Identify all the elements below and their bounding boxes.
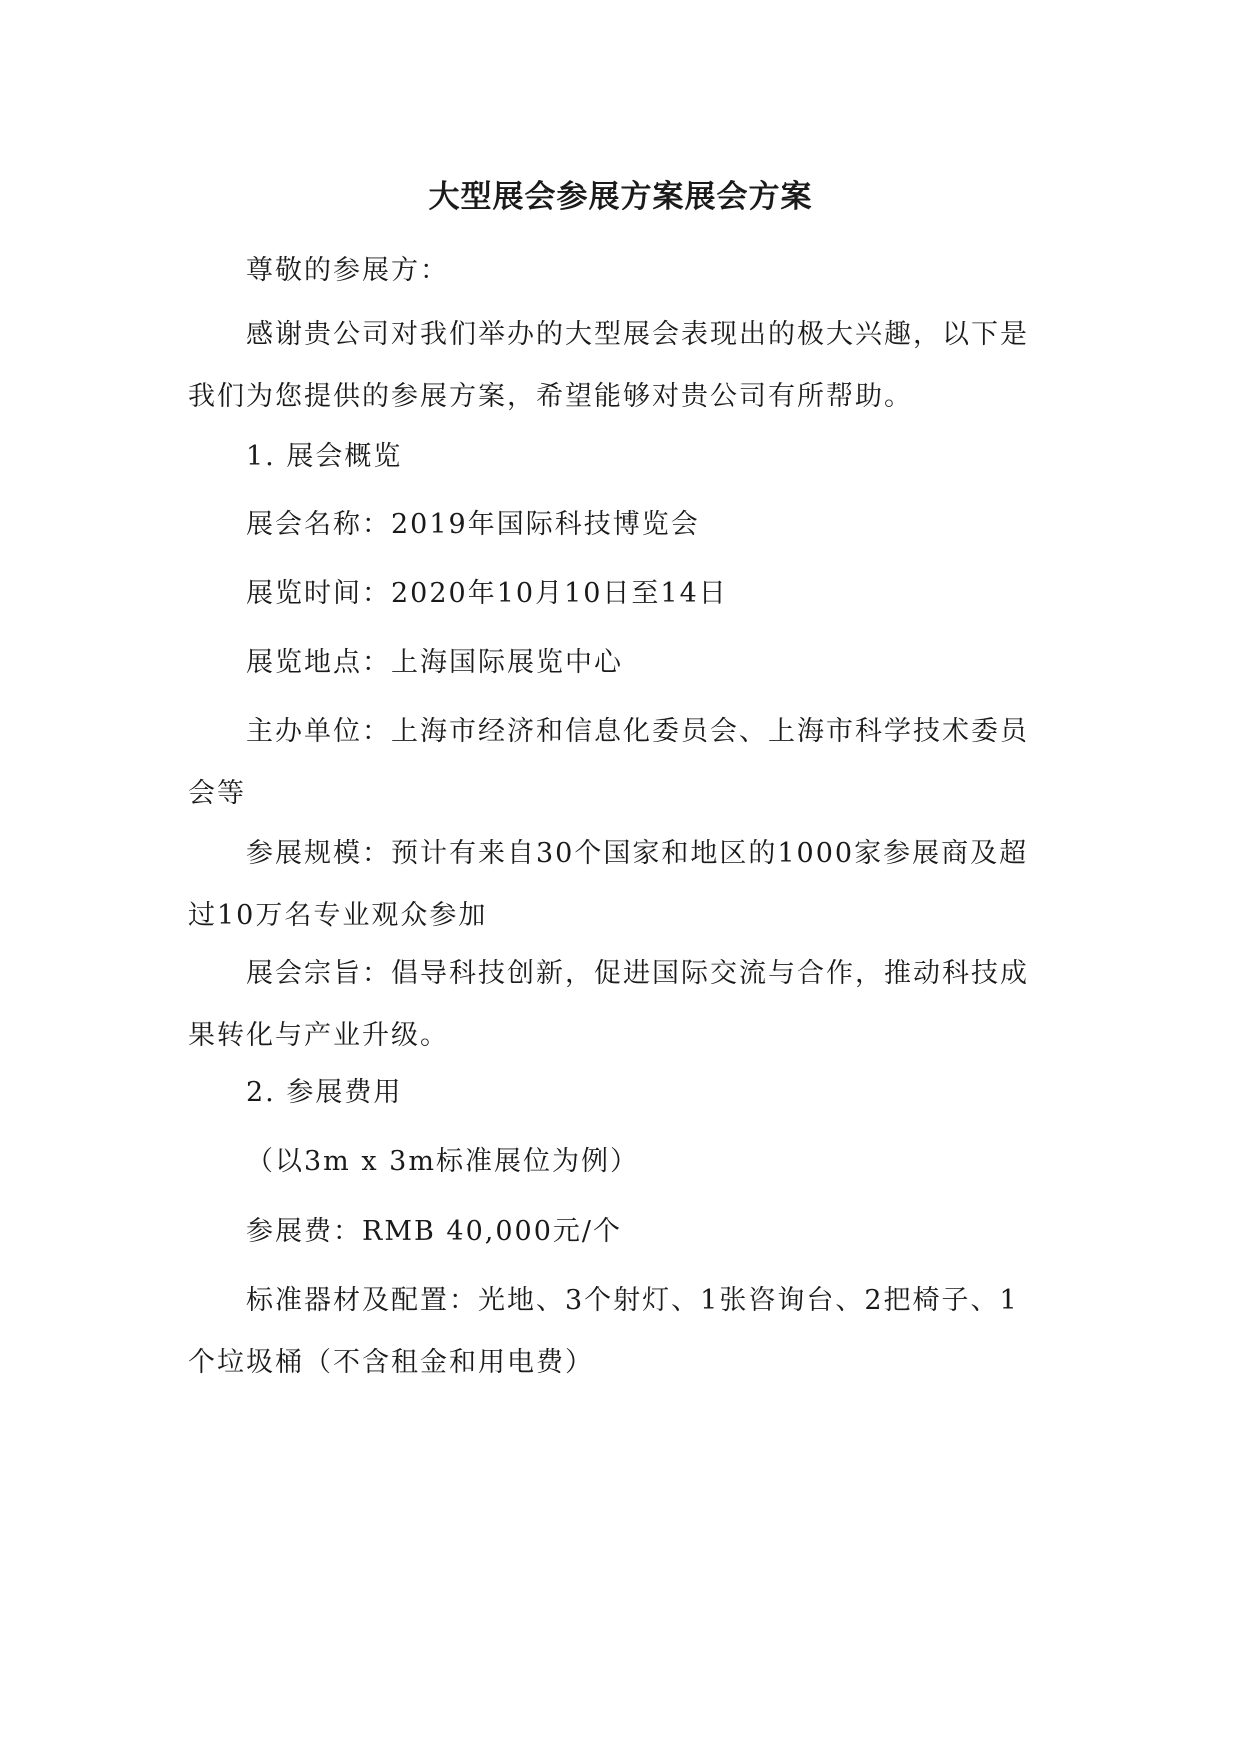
section-1-heading: 1. 展会概览	[246, 441, 403, 472]
exhibition-organizer: 主办单位：上海市经济和信息化委员会、上海市科学技术委员会等	[188, 716, 1029, 809]
exhibition-time: 展览时间：2020年10月10日至14日	[246, 578, 728, 609]
exhibition-location: 展览地点：上海国际展览中心	[246, 647, 623, 678]
greeting: 尊敬的参展方：	[246, 255, 449, 286]
participation-fee: 参展费：RMB 40,000元/个	[246, 1216, 622, 1247]
booth-note: （以3m x 3m标准展位为例）	[246, 1146, 639, 1177]
intro-paragraph: 感谢贵公司对我们举办的大型展会表现出的极大兴趣，以下是我们为您提供的参展方案，希望能够对贵公司有所帮助。	[188, 319, 1029, 412]
standard-equipment: 标准器材及配置：光地、3个射灯、1张咨询台、2把椅子、1个垃圾桶（不含租金和用电费）	[188, 1285, 1019, 1378]
section-2-heading: 2. 参展费用	[246, 1077, 403, 1108]
document-title: 大型展会参展方案展会方案	[428, 179, 813, 215]
exhibition-purpose: 展会宗旨：倡导科技创新，促进国际交流与合作，推动科技成果转化与产业升级。	[188, 958, 1029, 1051]
exhibition-name: 展会名称：2019年国际科技博览会	[246, 509, 700, 540]
exhibition-scale: 参展规模：预计有来自30个国家和地区的1000家参展商及超过10万名专业观众参加	[188, 838, 1029, 931]
